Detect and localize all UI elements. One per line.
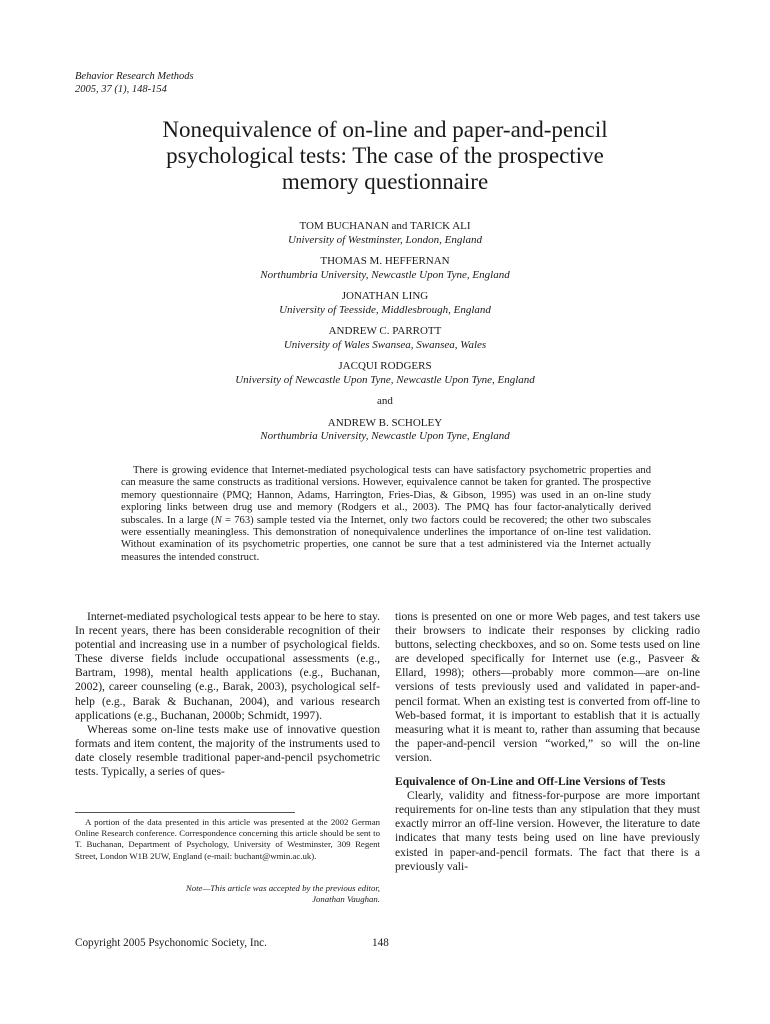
author-affiliation: Northumbria University, Newcastle Upon Tyne, England <box>260 268 510 281</box>
abstract-part: There is growing evidence that Internet-mediated psychological tests can have satisfactory psychometric properties and can measure the same constructs as traditional versions. However, equivalence cannot be taken for granted. The prospective memory questionnaire (PMQ; Hannon, Adams, Harrington, Fries-Dias, & Gibson, 1995) was used in an on-line study exploring links between drug use and memory (Rodgers et al., 2003). The PMQ has four factor-analytically derived subscales. In a large ( <box>121 465 651 526</box>
author-affiliation: University of Teesside, Middlesbrough, England <box>279 303 491 316</box>
author-name: TOM BUCHANAN and TARICK ALI <box>299 220 471 232</box>
author-affiliation: Northumbria University, Newcastle Upon Tyne, England <box>260 430 510 442</box>
journal-name: Behavior Research Methods <box>75 71 194 82</box>
abstract <box>121 465 651 564</box>
footnote-rule <box>75 812 295 813</box>
author-affiliation: University of Newcastle Upon Tyne, Newcastle Upon Tyne, England <box>235 373 535 386</box>
copyright: Copyright 2005 Psychonomic Society, Inc. <box>75 937 267 949</box>
author-group <box>100 325 670 352</box>
author-affiliation: University of Westminster, London, England <box>288 233 482 246</box>
abstract-text <box>121 465 651 564</box>
editor-note <box>75 883 380 905</box>
footnote-text: A portion of the data presented in this article was presented at the 2002 German Online Research conference. Correspondence concerning this article should be sent to T. Buchanan, Department of Psychology, University of Westminster, 309 Regent Street, London W1B 2UW, England (e-mail: buchant@wmin.ac.uk). <box>75 817 380 861</box>
author-group <box>100 360 670 387</box>
author-block <box>100 220 670 452</box>
author-name: ANDREW C. PARROTT <box>328 325 442 337</box>
title-line: Nonequivalence of on-line and paper-and-pencil <box>162 117 608 142</box>
left-column <box>75 610 380 779</box>
title-line: memory questionnaire <box>281 169 489 194</box>
footnote <box>75 817 380 862</box>
body-paragraph: Clearly, validity and fitness-for-purpose are more important requirements for on-line tests than any stipulation that they must exactly mirror an off-line version. However, the literature to date indicates that many tests being used on line have previously existed in paper-and-pencil formats. The fact that there is a previously vali- <box>395 789 700 873</box>
journal-header <box>75 71 194 96</box>
author-name: JACQUI RODGERS <box>338 360 432 372</box>
editor-note-line: Note—This article was accepted by the previous editor, <box>185 883 380 893</box>
page-number: 148 <box>372 937 389 949</box>
body-paragraph: tions is presented on one or more Web pages, and test takers use their browsers to indicate their responses by clicking radio buttons, selecting checkboxes, and so on. Some tests used on line are developed specifically for Internet use (e.g., Pasveer & Ellard, 1998); others—probably more common—are on-line versions of tests previously used and validated in paper-and-pencil format. When an existing test is converted from off-line to Web-based format, it is important to establish that it is actually measuring what it is meant to, rather than assuming that because the paper-and-pencil version “worked,” so will the on-line version. <box>395 610 700 764</box>
author-name: THOMAS M. HEFFERNAN <box>320 255 450 267</box>
sample-size-symbol: N <box>214 514 222 526</box>
author-group <box>100 255 670 282</box>
author-group <box>100 290 670 317</box>
journal-citation: 2005, 37 (1), 148-154 <box>75 83 167 95</box>
title-line: psychological tests: The case of the prospective <box>166 143 604 168</box>
author-group <box>100 417 670 444</box>
author-name: ANDREW B. SCHOLEY <box>327 416 443 429</box>
abstract-part: = 763) sample tested via the Internet, only two factors could be recovered; the other two subscales were essentially meaningless. This demonstration of nonequivalence underlines the importance of on-line test validation. Without examination of its psychometric properties, one cannot be sure that a test administered via the Internet actually measures the intended construct. <box>121 514 651 563</box>
editor-note-line: Jonathan Vaughan. <box>312 894 380 905</box>
article-title <box>100 117 670 195</box>
body-paragraph: Internet-mediated psychological tests appear to be here to stay. In recent years, there has been considerable recognition of their potential and increasing use in a number of psychological fields. These diverse fields include occupational assessments (e.g., Bartram, 1998), mental health applications (e.g., Buchanan, 2002), career counseling (e.g., Barak, 2003), psychological self-help (e.g., Barak & Buchanan, 2004), and various research applications (e.g., Buchanan, 2000b; Schmidt, 1997). <box>75 610 380 722</box>
section-heading: Equivalence of On-Line and Off-Line Versions of Tests <box>395 775 666 789</box>
author-affiliation: University of Wales Swansea, Swansea, Wales <box>283 338 487 351</box>
author-group <box>100 220 670 247</box>
author-name: JONATHAN LING <box>341 290 429 302</box>
body-paragraph: Whereas some on-line tests make use of innovative question formats and item content, the majority of the instruments used to date closely resemble traditional paper-and-pencil psychometric tests. Typically, a series of ques- <box>75 722 380 779</box>
authors-conjunction: and <box>377 395 393 407</box>
right-column <box>395 610 700 874</box>
